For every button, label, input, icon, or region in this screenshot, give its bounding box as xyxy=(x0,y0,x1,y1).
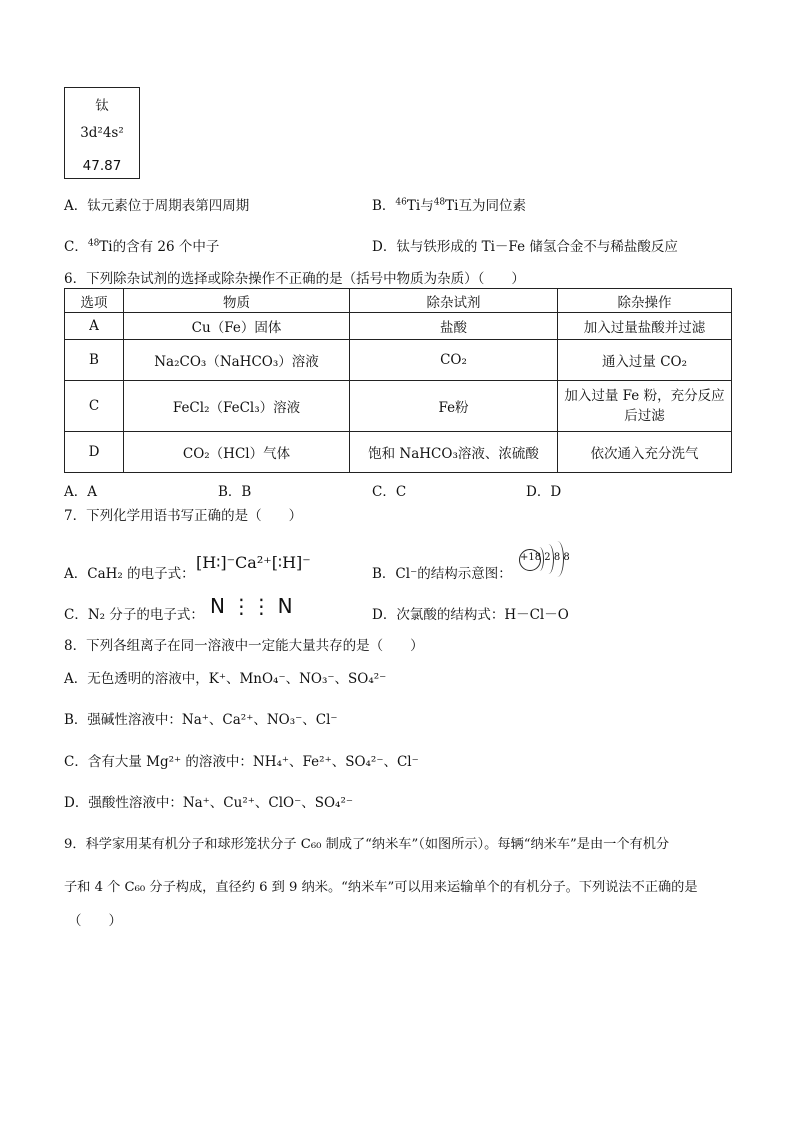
header-cell: 除杂试剂 xyxy=(350,289,558,313)
table-cell: Cu（Fe）固体 xyxy=(124,313,350,340)
q6-answer-a: A．A xyxy=(64,484,97,500)
table-cell: FeCl₂（FeCl₃）溶液 xyxy=(124,381,350,432)
table-row xyxy=(65,313,732,340)
q5-b-iso1-mass: 46 xyxy=(395,197,407,208)
header-cell: 选项 xyxy=(65,289,124,313)
q5-b-iso1-sym: Ti xyxy=(406,198,421,214)
q5-option-b xyxy=(372,194,526,214)
header-cell: 除杂操作 xyxy=(558,289,732,313)
q5-b-mid: 与 xyxy=(420,198,434,214)
q7-a-label: A．CaH₂ 的电子式： xyxy=(64,566,195,582)
q9-line-1: 9．科学家用某有机分子和球形笼状分子 C₆₀ 制成了“纳米车”（如图所示）。每辆“纳米车”是由一个有机分 xyxy=(64,837,670,852)
table-row xyxy=(65,432,732,473)
electron-config: 3d²4s² xyxy=(80,125,124,141)
q5-b-iso2-mass: 48 xyxy=(433,197,446,208)
atomic-structure-diagram xyxy=(519,541,570,577)
q6-answer-b: B．B xyxy=(218,484,252,500)
q6-answer-d: D．D xyxy=(526,484,562,500)
q5-b-iso2-sym: Ti xyxy=(445,198,459,214)
table-cell: D xyxy=(65,432,124,473)
q8-option-c: C．含有大量 Mg²⁺ 的溶液中：NH₄⁺、Fe²⁺、SO₄²⁻、Cl⁻ xyxy=(64,754,419,770)
table-cell: Na₂CO₃（NaHCO₃）溶液 xyxy=(124,340,350,381)
table-row xyxy=(65,381,732,432)
q5-c-prefix: C． xyxy=(64,239,88,255)
table-cell: Fe粉 xyxy=(350,381,558,432)
table-cell: 盐酸 xyxy=(350,313,558,340)
table-cell: 通入过量 CO₂ xyxy=(558,340,732,381)
q7-stem: 7．下列化学用语书写正确的是（ ） xyxy=(64,508,303,524)
n2-electron-formula: N ⋮⋮ N xyxy=(210,594,293,618)
table-cell: 饱和 NaHCO₃溶液、浓硫酸 xyxy=(350,432,558,473)
q5-c-mass: 48 xyxy=(87,238,100,249)
q7-option-a xyxy=(64,562,195,582)
q6-stem: 6．下列除杂试剂的选择或除杂操作不正确的是（括号中物质为杂质）（ ） xyxy=(64,271,525,287)
q7-option-c: C．N₂ 分子的电子式： xyxy=(64,607,204,623)
header-cell: 物质 xyxy=(124,289,350,313)
table-cell: C xyxy=(65,381,124,432)
q9-line-3: （ ） xyxy=(68,913,122,929)
table-cell: CO₂（HCl）气体 xyxy=(124,432,350,473)
q5-c-suffix: 的含有 26 个中子 xyxy=(112,239,220,255)
table-cell: B xyxy=(65,340,124,381)
q5-option-c xyxy=(64,235,219,255)
table-header-row xyxy=(65,289,732,313)
table-cell: 加入过量 Fe 粉，充分反应后过滤 xyxy=(558,381,732,432)
table-cell: A xyxy=(65,313,124,340)
shell-diagram-label: +18 2 8 8 xyxy=(520,552,570,563)
table-row xyxy=(65,340,732,381)
element-box xyxy=(64,87,140,179)
q8-option-a: A．无色透明的溶液中，K⁺、MnO₄⁻、NO₃⁻、SO₄²⁻ xyxy=(64,671,387,687)
element-name: 钛 xyxy=(95,98,109,114)
q5-b-suffix: 互为同位素 xyxy=(458,198,526,214)
q7-option-d: D．次氯酸的结构式：H－Cl－O xyxy=(372,607,569,623)
atomic-mass: 47.87 xyxy=(82,158,122,174)
q8-option-d: D．强酸性溶液中：Na⁺、Cu²⁺、ClO⁻、SO₄²⁻ xyxy=(64,795,353,811)
q5-c-sym: Ti xyxy=(99,239,113,255)
table-cell: 依次通入充分洗气 xyxy=(558,432,732,473)
q8-stem: 8．下列各组离子在同一溶液中一定能大量共存的是（ ） xyxy=(64,638,424,654)
q7-option-b: B．Cl⁻的结构示意图： xyxy=(372,566,512,582)
q6-answer-c: C．C xyxy=(372,484,407,500)
table-cell: 加入过量盐酸并过滤 xyxy=(558,313,732,340)
table-cell: CO₂ xyxy=(350,340,558,381)
q9-line-2: 子和 4 个 C₆₀ 分子构成，直径约 6 到 9 纳米。“纳米车”可以用来运输单个的有机分子。下列说法不正确的是 xyxy=(64,880,698,895)
q5-b-prefix: B． xyxy=(372,198,396,214)
q5-option-d: D．钛与铁形成的 Ti－Fe 储氢合金不与稀盐酸反应 xyxy=(372,239,678,255)
q6-table xyxy=(64,288,732,473)
q8-option-b: B．强碱性溶液中：Na⁺、Ca²⁺、NO₃⁻、Cl⁻ xyxy=(64,712,338,728)
q5-option-a: A．钛元素位于周期表第四周期 xyxy=(64,198,250,214)
q7-a-formula: [H∶]⁻Ca²⁺[∶H]⁻ xyxy=(196,553,311,572)
